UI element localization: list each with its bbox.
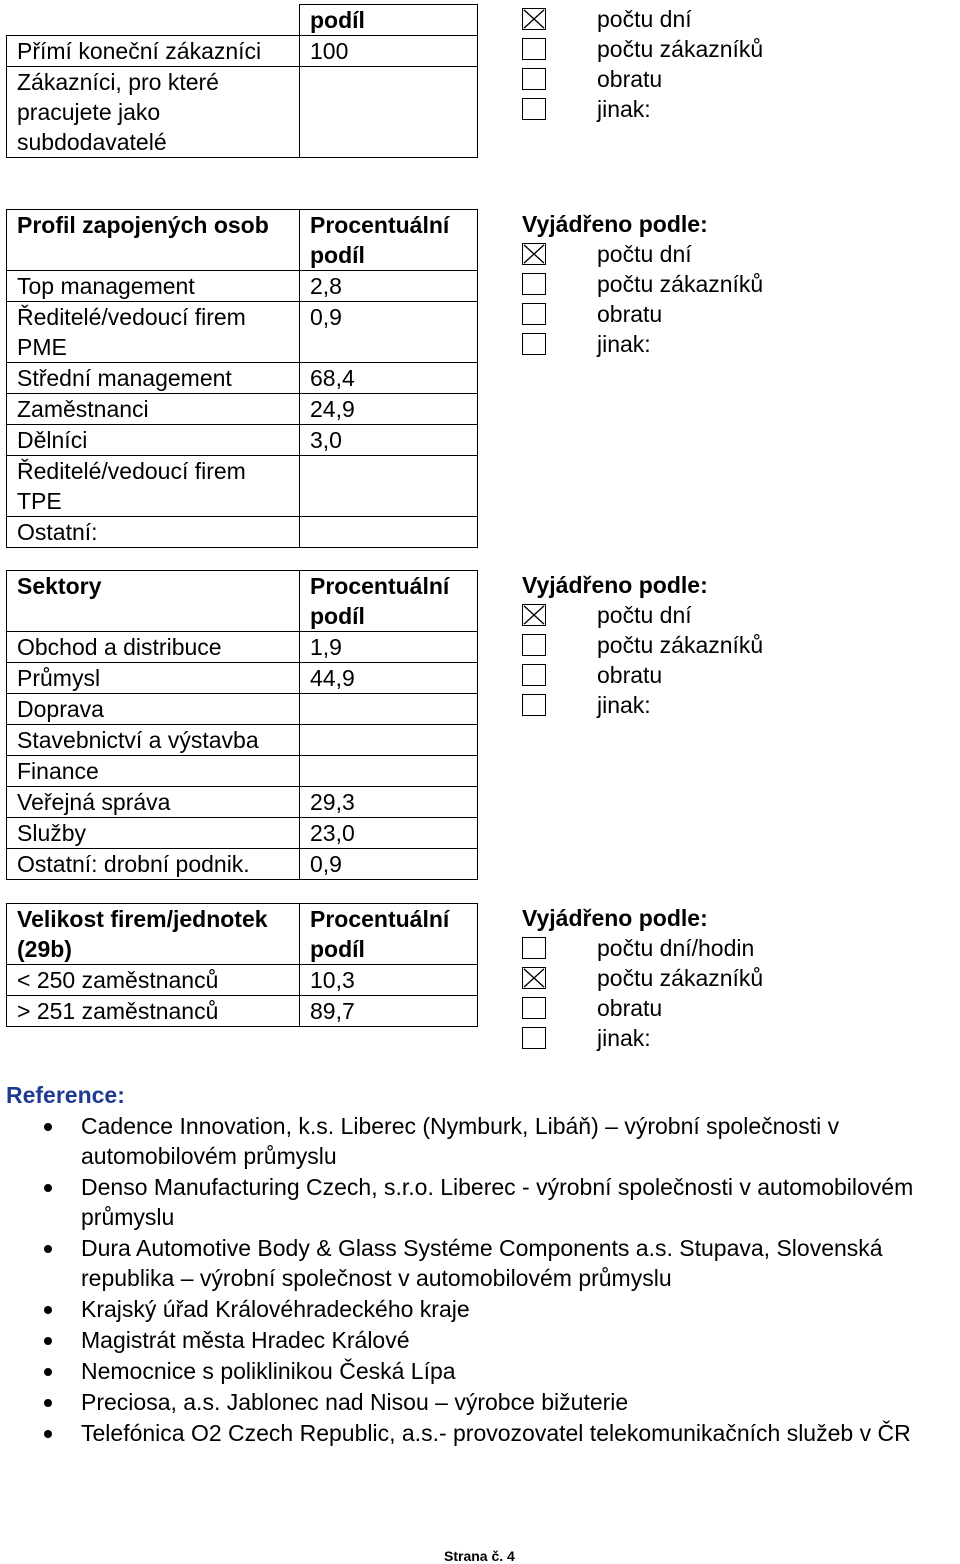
- list-item: [6, 1111, 956, 1171]
- checkbox-checked[interactable]: [522, 604, 546, 626]
- option-label: počtu dní: [597, 241, 692, 267]
- option-row: [522, 269, 763, 299]
- bullet-icon: [44, 1123, 52, 1131]
- row-label: Ředitelé/vedoucí firem PME: [7, 302, 300, 363]
- list-item: [6, 1356, 956, 1386]
- table-row: [7, 302, 478, 363]
- size-section: [6, 903, 478, 1027]
- customers-section: [6, 4, 478, 158]
- checkbox[interactable]: [522, 634, 546, 656]
- option-row: [522, 993, 763, 1023]
- option-row: [522, 600, 763, 630]
- expressed-by-label: Vyjádřeno podle:: [522, 211, 708, 237]
- checkbox-checked[interactable]: [522, 8, 546, 30]
- option-row: [522, 4, 763, 34]
- page-number: Strana č. 4: [444, 1548, 515, 1564]
- row-value: 24,9: [300, 394, 478, 425]
- row-value: 2,8: [300, 271, 478, 302]
- table-header-row: [7, 5, 478, 36]
- header-size: Velikost firem/jednotek (29b): [7, 904, 300, 965]
- table-row: [7, 425, 478, 456]
- checkbox[interactable]: [522, 273, 546, 295]
- reference-text: Magistrát města Hradec Králové: [81, 1327, 410, 1353]
- option-label: jinak:: [597, 1025, 651, 1051]
- option-row: [522, 690, 763, 720]
- row-value: 29,3: [300, 787, 478, 818]
- row-value: [300, 694, 478, 725]
- table-row: [7, 965, 478, 996]
- option-label: obratu: [597, 66, 663, 92]
- list-item: [6, 1233, 956, 1293]
- table-row: [7, 36, 478, 67]
- header-share: Procentuální podíl: [300, 904, 478, 965]
- checkbox-checked[interactable]: [522, 967, 546, 989]
- option-row: [522, 630, 763, 660]
- row-label: Ostatní:: [7, 517, 300, 548]
- row-value: 1,9: [300, 632, 478, 663]
- table-row: [7, 363, 478, 394]
- customers-options: [522, 4, 763, 124]
- checkbox[interactable]: [522, 333, 546, 355]
- table-row: [7, 271, 478, 302]
- profile-options: [522, 209, 763, 359]
- row-label: Top management: [7, 271, 300, 302]
- sectors-options: [522, 570, 763, 720]
- bullet-icon: [44, 1306, 52, 1314]
- reference-text: Dura Automotive Body & Glass Systéme Components a.s. Stupava, Slovenská republika – výrobní společnost v automobilovém průmyslu: [81, 1235, 883, 1291]
- profile-table: [6, 209, 478, 548]
- row-label: Ředitelé/vedoucí firem TPE: [7, 456, 300, 517]
- list-item: [6, 1418, 956, 1448]
- checkbox[interactable]: [522, 303, 546, 325]
- table-row: [7, 818, 478, 849]
- row-value: [300, 456, 478, 517]
- size-table: [6, 903, 478, 1027]
- row-label: Stavebnictví a výstavba: [7, 725, 300, 756]
- expressed-by-label: Vyjádřeno podle:: [522, 572, 708, 598]
- option-label: počtu dní: [597, 6, 692, 32]
- cross-mark-icon: [523, 968, 545, 988]
- row-value: 10,3: [300, 965, 478, 996]
- option-row: [522, 64, 763, 94]
- row-label: Ostatní: drobní podnik.: [7, 849, 300, 880]
- option-row: [522, 34, 763, 64]
- table-row: [7, 996, 478, 1027]
- reference-text: Denso Manufacturing Czech, s.r.o. Liberec - výrobní společnosti v automobilovém průmyslu: [81, 1174, 914, 1230]
- table-row: [7, 663, 478, 694]
- options-list: [522, 933, 763, 1053]
- table-row: [7, 456, 478, 517]
- option-label: jinak:: [597, 692, 651, 718]
- bullet-icon: [44, 1430, 52, 1438]
- references-title: Reference:: [6, 1082, 125, 1108]
- bullet-icon: [44, 1399, 52, 1407]
- references-list: [6, 1111, 956, 1448]
- list-item: [6, 1294, 956, 1324]
- row-label: Veřejná správa: [7, 787, 300, 818]
- option-label: počtu dní/hodin: [597, 935, 755, 961]
- bullet-icon: [44, 1368, 52, 1376]
- row-value: 68,4: [300, 363, 478, 394]
- sectors-table: [6, 570, 478, 880]
- option-label: počtu dní: [597, 602, 692, 628]
- option-row: [522, 933, 763, 963]
- option-row: [522, 94, 763, 124]
- cross-mark-icon: [523, 244, 545, 264]
- table-header-row: [7, 210, 478, 271]
- option-label: obratu: [597, 301, 663, 327]
- option-row: [522, 963, 763, 993]
- option-label: počtu zákazníků: [597, 965, 764, 991]
- option-row: [522, 660, 763, 690]
- options-list: [522, 600, 763, 720]
- row-label: < 250 zaměstnanců: [7, 965, 300, 996]
- cross-mark-icon: [523, 9, 545, 29]
- row-label: Zaměstnanci: [7, 394, 300, 425]
- option-label: počtu zákazníků: [597, 36, 764, 62]
- sectors-section: [6, 570, 478, 880]
- table-row: [7, 787, 478, 818]
- option-label: jinak:: [597, 96, 651, 122]
- option-row: [522, 1023, 763, 1053]
- option-row: [522, 299, 763, 329]
- bullet-icon: [44, 1184, 52, 1192]
- row-value: [300, 67, 478, 158]
- header-sectors: Sektory: [7, 571, 300, 632]
- option-row: [522, 329, 763, 359]
- checkbox[interactable]: [522, 38, 546, 60]
- header-empty-cell: [7, 5, 300, 36]
- checkbox[interactable]: [522, 997, 546, 1019]
- table-row: [7, 632, 478, 663]
- option-row: [522, 239, 763, 269]
- row-label: Doprava: [7, 694, 300, 725]
- option-label: počtu zákazníků: [597, 632, 764, 658]
- row-value: 3,0: [300, 425, 478, 456]
- checkbox[interactable]: [522, 694, 546, 716]
- row-value: [300, 725, 478, 756]
- option-label: jinak:: [597, 331, 651, 357]
- checkbox[interactable]: [522, 937, 546, 959]
- row-label: Střední management: [7, 363, 300, 394]
- row-label: Zákazníci, pro které pracujete jako subdodavatelé: [7, 67, 300, 158]
- row-value: 44,9: [300, 663, 478, 694]
- table-row: [7, 517, 478, 548]
- row-value: 0,9: [300, 302, 478, 363]
- header-share: Procentuální podíl: [300, 210, 478, 271]
- row-label: Průmysl: [7, 663, 300, 694]
- list-item: [6, 1387, 956, 1417]
- checkbox[interactable]: [522, 664, 546, 686]
- header-profile: Profil zapojených osob: [7, 210, 300, 271]
- reference-text: Telefónica O2 Czech Republic, a.s.- provozovatel telekomunikačních služeb v ČR: [81, 1420, 911, 1446]
- size-options: [522, 903, 763, 1053]
- bullet-icon: [44, 1337, 52, 1345]
- reference-text: Krajský úřad Královéhradeckého kraje: [81, 1296, 470, 1322]
- table-row: [7, 725, 478, 756]
- row-label: Finance: [7, 756, 300, 787]
- list-item: [6, 1172, 956, 1232]
- table-header-row: [7, 571, 478, 632]
- expressed-by-label: Vyjádřeno podle:: [522, 905, 708, 931]
- checkbox[interactable]: [522, 1027, 546, 1049]
- list-item: [6, 1325, 956, 1355]
- row-label: Obchod a distribuce: [7, 632, 300, 663]
- row-value: [300, 517, 478, 548]
- cross-mark-icon: [523, 605, 545, 625]
- table-header-row: [7, 904, 478, 965]
- profile-section: [6, 209, 478, 548]
- row-label: Služby: [7, 818, 300, 849]
- table-row: [7, 67, 478, 158]
- option-label: obratu: [597, 662, 663, 688]
- customers-table: [6, 4, 478, 158]
- checkbox[interactable]: [522, 98, 546, 120]
- table-row: [7, 694, 478, 725]
- row-value: 89,7: [300, 996, 478, 1027]
- checkbox-checked[interactable]: [522, 243, 546, 265]
- reference-text: Nemocnice s poliklinikou Česká Lípa: [81, 1358, 456, 1384]
- header-share: podíl: [300, 5, 478, 36]
- row-value: 23,0: [300, 818, 478, 849]
- row-label: > 251 zaměstnanců: [7, 996, 300, 1027]
- table-row: [7, 756, 478, 787]
- checkbox[interactable]: [522, 68, 546, 90]
- bullet-icon: [44, 1245, 52, 1253]
- table-row: [7, 849, 478, 880]
- row-value: 100: [300, 36, 478, 67]
- option-label: počtu zákazníků: [597, 271, 764, 297]
- row-value: [300, 756, 478, 787]
- row-value: 0,9: [300, 849, 478, 880]
- reference-text: Cadence Innovation, k.s. Liberec (Nymburk, Libáň) – výrobní společnosti v automobilovém průmyslu: [81, 1113, 840, 1169]
- header-share: Procentuální podíl: [300, 571, 478, 632]
- references: [6, 1080, 956, 1448]
- row-label: Přímí koneční zákazníci: [7, 36, 300, 67]
- option-label: obratu: [597, 995, 663, 1021]
- options-list: [522, 239, 763, 359]
- reference-text: Preciosa, a.s. Jablonec nad Nisou – výrobce bižuterie: [81, 1389, 629, 1415]
- row-label: Dělníci: [7, 425, 300, 456]
- table-row: [7, 394, 478, 425]
